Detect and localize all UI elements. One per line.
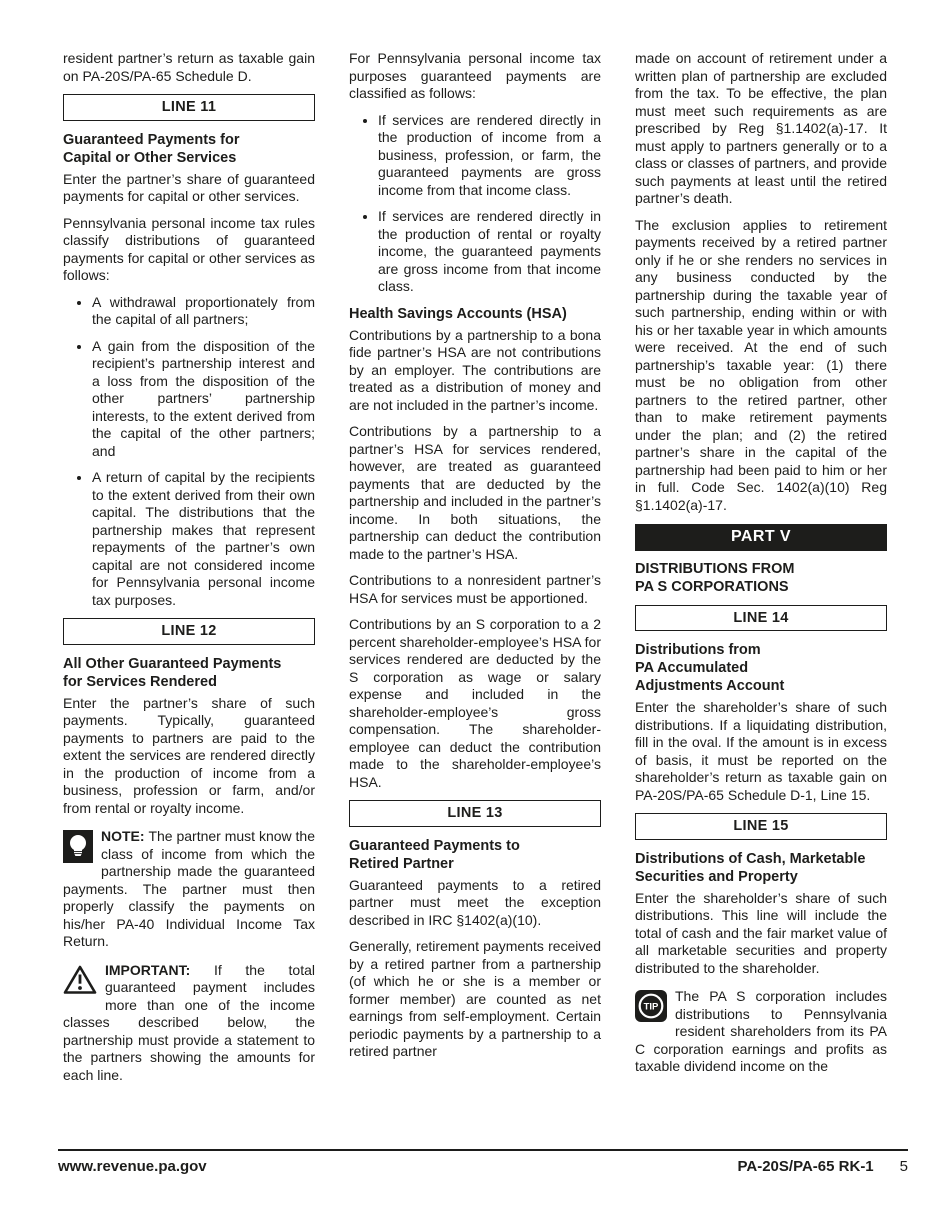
text-columns: [63, 50, 888, 1150]
paragraph: Contributions by an S corporation to a 2 percent shareholder-employee’s HSA for services rendered are deducted by the S corporation as wage or salary expense and included in the shareholder-employee’s gross compensation. The shareholder-employee can deduct the contribution made to the shareholder-employee’s HSA.: [349, 616, 601, 790]
bullet-list: [349, 112, 601, 296]
line-header: [635, 813, 887, 840]
page-number: 5: [899, 1158, 908, 1175]
warning-icon: [63, 964, 97, 1000]
paragraph: Enter the partner’s share of such payments. Typically, guaranteed payments to partners are paid to the extent the services are rendered directly in the production of income from a business, profession or farm, and/or from rental or royalty income.: [63, 694, 315, 816]
lightbulb-icon: [63, 830, 93, 868]
important-paragraph: IMPORTANT: If the total guaranteed payment includes more than one of the income classes described below, the partnership must provide a statement to the partners showing the amounts for each line.: [63, 961, 315, 1083]
line-header-label: LINE 13: [447, 805, 503, 821]
paragraph: Enter the shareholder’s share of such distributions. If a liquidating distribution, fill in the oval. If the amount is in excess of basis, it must be reported on the shareholder’s return as taxable gain on PA-20S/PA-65 Schedule D-1, Line 15.: [635, 699, 887, 803]
paragraph: Generally, retirement payments received by a retired partner from a partnership (of which he or she is a member or former member) are counted as net earnings from self-employment. Certain periodic payments by a partnership to a retired partner: [349, 938, 601, 1059]
section-heading: Health Savings Accounts (HSA): [349, 305, 567, 322]
part-header: [635, 524, 887, 551]
line-header-label: LINE 11: [161, 99, 217, 115]
paragraph: Enter the shareholder’s share of such distributions. This line will include the total of cash and the fair market value of all marketable securities and property distributed to the shareholder.: [635, 889, 887, 976]
line-header: [63, 618, 315, 645]
paragraph: Enter the partner’s share of guaranteed payments for capital or other services.: [63, 170, 315, 204]
column-3: [635, 50, 887, 1150]
paragraph: The exclusion applies to retirement payments received by a retired partner only if he or she renders no services in any business conducted by the partnership during the taxable year of such partnership, ending within or with his or her taxable year in which amounts were received. At the end of such partnership’s taxable year: (1) there must be no obligation from other partners to the retired partner, other than to make retirement payments under the plan; and (2) the retired partner’s share in the capital of the partnership had been paid to him or her in full. Code Sec. 1402(a)(10) Reg §1.1402(a)-17.: [635, 216, 887, 513]
paragraph: Contributions to a nonresident partner’s HSA for services must be apportioned.: [349, 572, 601, 606]
paragraph: Guaranteed payments to a retired partner must meet the exception described in IRC §1402(a)(10).: [349, 876, 601, 928]
footer-website: www.revenue.pa.gov: [58, 1158, 207, 1175]
line-header: [635, 605, 887, 632]
section-heading: DISTRIBUTIONS FROM PA S CORPORATIONS: [635, 560, 795, 595]
line-header-label: LINE 15: [733, 818, 789, 834]
section-heading: All Other Guaranteed Payments for Services Rendered: [63, 655, 282, 690]
paragraph: Contributions by a partnership to a bona fide partner’s HSA are not contributions by an employer. The contributions are treated as a distribution of money and are not included in the partner’s income.: [349, 326, 601, 413]
bullet-item: • If services are rendered directly in the production of rental or royalty income, the guaranteed payments are gross income from that income class.: [378, 208, 601, 296]
paragraph: For Pennsylvania personal income tax purposes guaranteed payments are classified as follows:: [349, 50, 601, 101]
line-header: [63, 94, 315, 121]
paragraph: Pennsylvania personal income tax rules classify distributions of guaranteed payments for capital or other services as follows:: [63, 214, 315, 283]
bullet-item: • If services are rendered directly in the production of income from a business, profession, or farm, the guaranteed payments are gross income from that income class.: [378, 112, 601, 200]
column-1: [63, 50, 315, 1150]
bullet-item: • A return of capital by the recipients to the extent derived from their own capital. The distributions that the partnership makes that represent repayments of the partner’s own capital are not considered income for Pennsylvania personal income tax purposes.: [92, 469, 315, 609]
line-header: [349, 800, 601, 827]
part-header-label: PART V: [731, 528, 791, 545]
tip-paragraph: TIP The PA S corporation includes distributions to Pennsylvania resident shareholders from its PA C corporation earnings and profits as taxable dividend income on the: [635, 988, 887, 1074]
bullet-list: [63, 294, 315, 610]
line-header-label: LINE 12: [161, 623, 217, 639]
footer-document-id: PA-20S/PA-65 RK-1: [737, 1158, 874, 1175]
section-heading: Distributions from PA Accumulated Adjustments Account: [635, 642, 785, 694]
column-2: [349, 50, 601, 1150]
paragraph: Contributions by a partnership to a partner’s HSA for services rendered, however, are treated as guaranteed payments that are deducted by the partnership and included in the partner’s income. In both situations, the partnership can deduct the contribution made to the partner’s HSA.: [349, 423, 601, 562]
paragraph: made on account of retirement under a written plan of partnership are excluded from the tax. To be effective, the plan must meet such requirements as are prescribed by Reg §1.1402(a)-17. It must apply to partners generally or to a class or classes of partners, and provide such payments at least until the retired partner’s death.: [635, 50, 887, 206]
section-heading: Guaranteed Payments for Capital or Other Services: [63, 131, 240, 166]
paragraph: resident partner’s return as taxable gain on PA-20S/PA-65 Schedule D.: [63, 50, 315, 84]
section-heading: Guaranteed Payments to Retired Partner: [349, 837, 520, 872]
page-footer: [58, 1149, 908, 1175]
section-heading: Distributions of Cash, Marketable Securities and Property: [635, 850, 866, 885]
line-header-label: LINE 14: [733, 609, 789, 626]
bullet-item: • A gain from the disposition of the recipient’s partnership interest and a loss from the disposition of the other partners’ partnership interests, to the extent derived from the capital of the other partners; and: [92, 338, 315, 461]
svg-text:TIP: TIP: [643, 1001, 659, 1013]
bullet-item: • A withdrawal proportionately from the capital of all partners;: [92, 294, 315, 329]
note-paragraph: NOTE: The partner must know the class of income from which the partnership made the guaranteed payments. The partner must then properly classify the payments on his/her PA-40 Individual Income Tax Return.: [63, 828, 315, 949]
tip-icon: [635, 990, 667, 1027]
